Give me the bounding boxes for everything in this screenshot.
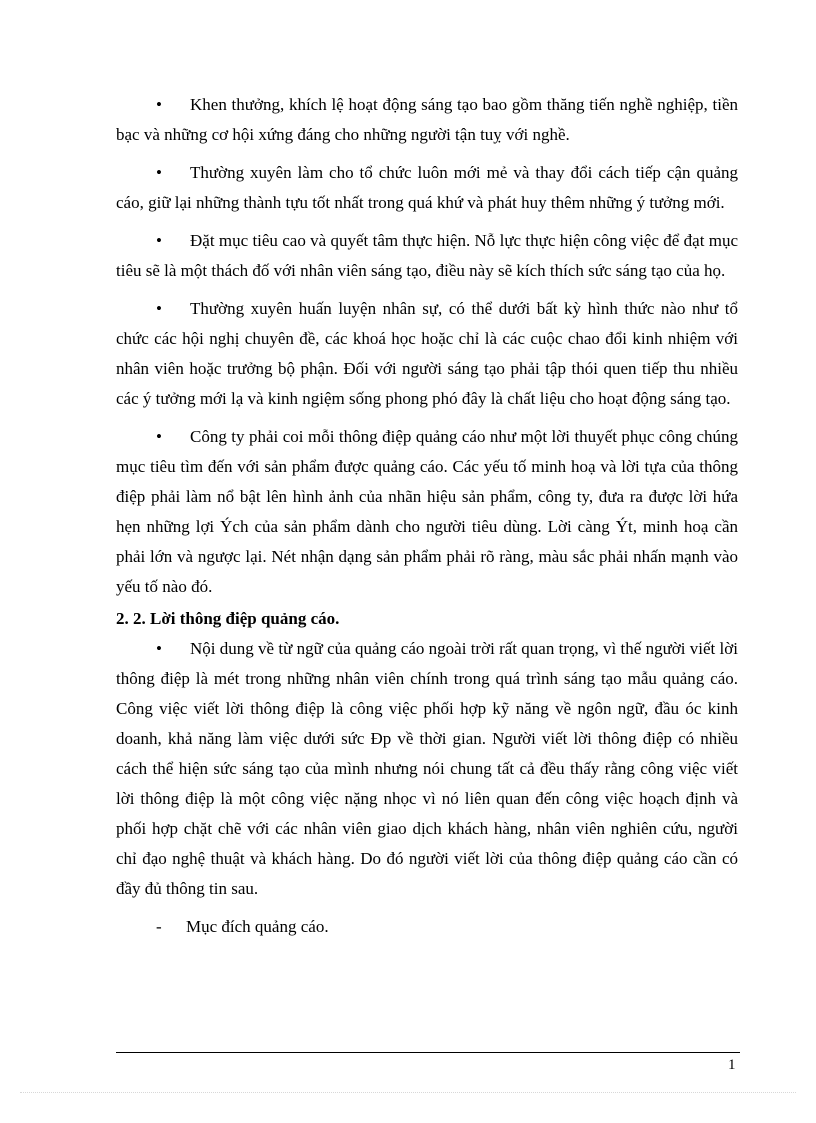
- bullet-icon: •: [156, 231, 162, 250]
- dash-marker: -: [156, 917, 162, 936]
- bullet-paragraph-message: [116, 422, 738, 602]
- bullet-icon: •: [156, 163, 162, 182]
- paragraph-text: Thường xuyên huấn luyện nhân sự, có thể dưới bất kỳ hình thức nào như tổ chức các hội nghị chuyên đề, các khoá học hoặc chỉ là các cuộc chao đổi kinh nhiệm với nhân viên hoặc trưởng bộ phận. Đối với người sáng tạo phải tập thói quen tiếp thu nhiều các ý tưởng mới lạ và kinh ngiệm sống phong phó đây là chất liệu cho hoạt động sáng tạo.: [116, 299, 738, 408]
- page-bottom-border: [20, 1092, 796, 1093]
- dash-item-text: Mục đích quảng cáo.: [186, 917, 329, 936]
- paragraph-text: Đặt mục tiêu cao và quyết tâm thực hiện. Nỗ lực thực hiện công việc để đạt mục tiêu sẽ là một thách đố với nhân viên sáng tạo, điều này sẽ kích thích sức sáng tạo của họ.: [116, 231, 738, 280]
- section-heading: 2. 2. Lời thông điệp quảng cáo.: [116, 609, 340, 628]
- bullet-paragraph-renewal: [116, 158, 738, 218]
- paragraph-text: Công ty phải coi mỗi thông điệp quảng cáo như một lời thuyết phục công chúng mục tiêu tìm đến với sản phẩm được quảng cáo. Các yếu tố minh hoạ và lời tựa của thông điệp phải làm nổ bật lên hình ảnh của nhãn hiệu sản phẩm, công ty, đưa ra được lời hứa hẹn những lợi Ých của sản phẩm dành cho người tiêu dùng. Lời càng Ýt, minh hoạ cần phải lớn và ngược lại. Nét nhận dạng sản phẩm phải rõ ràng, màu sắc phải nhấn mạnh vào yếu tố nào đó.: [116, 427, 738, 596]
- bullet-icon: •: [156, 639, 162, 658]
- paragraph-text: Nội dung về từ ngữ của quảng cáo ngoài trời rất quan trọng, vì thế người viết lời thông điệp là mét trong những nhân viên chính trong quá trình sáng tạo mẫu quảng cáo. Công việc viết lời thông điệp là công việc phối hợp kỹ năng về ngôn ngữ, đầu óc kinh doanh, khả năng làm việc dưới sức Ðp về thời gian. Người viết lời thông điệp có nhiều cách thể hiện sức sáng tạo của mình nhưng nói chung tất cả đều thấy rằng công việc viết lời thông điệp là một công việc nặng nhọc vì nó liên quan đến công việc hoạch định và phối hợp chặt chẽ với các nhân viên giao dịch khách hàng, nhân viên nghiên cứu, người chỉ đạo nghệ thuật và khách hàng. Do đó người viết lời của thông điệp quảng cáo cần có đầy đủ thông tin sau.: [116, 639, 738, 898]
- bullet-icon: •: [156, 95, 162, 114]
- document-page: [116, 90, 738, 942]
- bullet-icon: •: [156, 299, 162, 318]
- dash-list-item: [116, 912, 738, 942]
- bullet-paragraph-content: [116, 634, 738, 904]
- footer-divider: [116, 1052, 740, 1053]
- bullet-paragraph-training: [116, 294, 738, 414]
- paragraph-text: Khen thưởng, khích lệ hoạt động sáng tạo bao gồm thăng tiến nghề nghiệp, tiền bạc và những cơ hội xứng đáng cho những người tận tuỵ với nghề.: [116, 95, 738, 144]
- bullet-paragraph-reward: [116, 90, 738, 150]
- bullet-icon: •: [156, 427, 162, 446]
- paragraph-text: Thường xuyên làm cho tổ chức luôn mới mẻ và thay đổi cách tiếp cận quảng cáo, giữ lại những thành tựu tốt nhất trong quá khứ và phát huy thêm những ý tưởng mới.: [116, 163, 738, 212]
- page-number: 1: [728, 1057, 736, 1073]
- bullet-paragraph-goals: [116, 226, 738, 286]
